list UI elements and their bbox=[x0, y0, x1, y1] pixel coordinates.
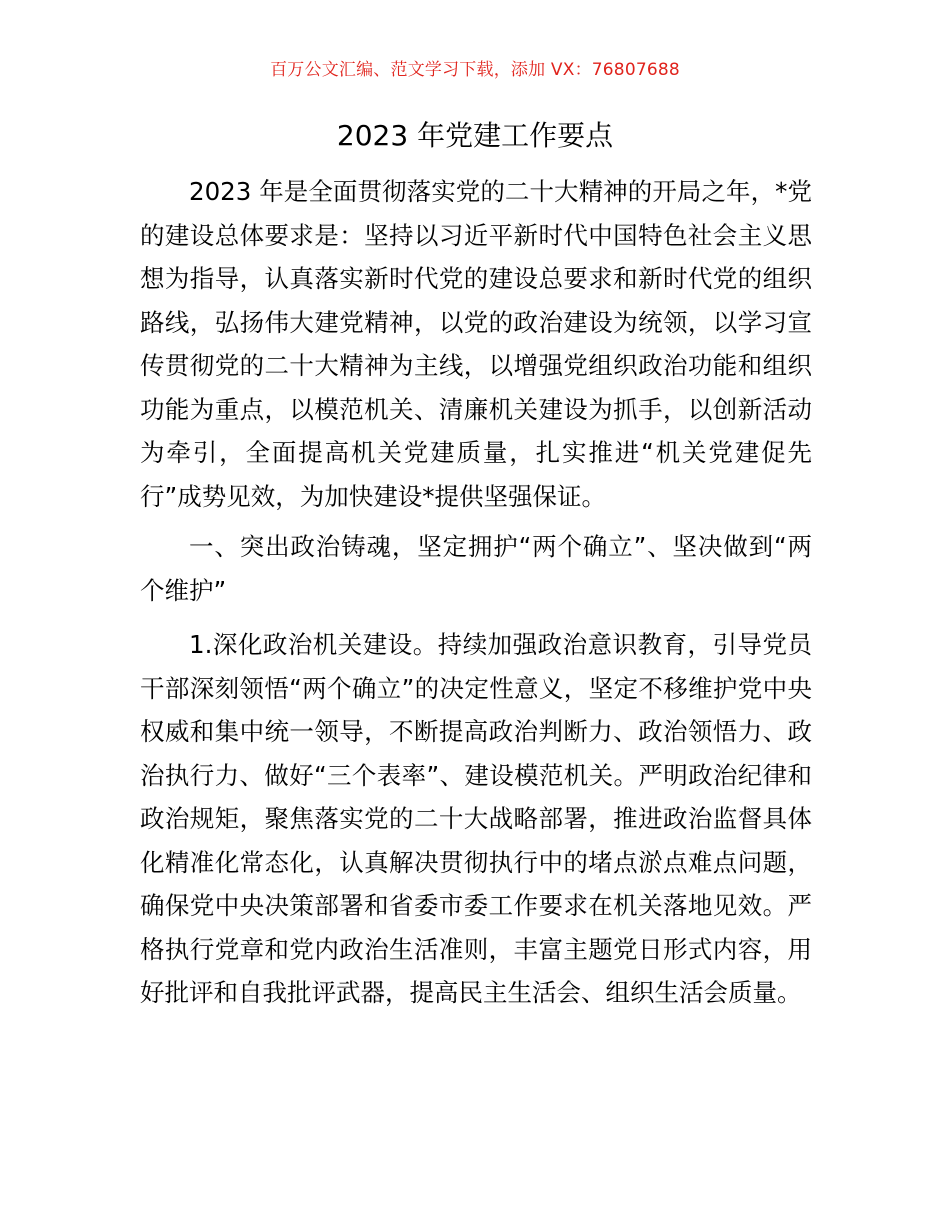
page-title: 2023 年党建工作要点 bbox=[336, 119, 614, 152]
body-paragraph: 1.深化政治机关建设。持续加强政治意识教育，引导党员干部深刻领悟“两个确立”的决定性意义，坚定不移维护党中央权威和集中统一领导，不断提高政治判断力、政治领悟力、政治执行力、做好“三个表率”、建设模范机关。严明政治纪律和政治规矩，聚焦落实党的二十大战略部署，推进政治监督具体化精准化常态化，认真解决贯彻执行中的堵点淤点难点问题，确保党中央决策部署和省委市委工作要求在机关落地见效。严格执行党章和党内政治生活准则，丰富主题党日形式内容，用好批评和自我批评武器，提高民主生活会、组织生活会质量。 bbox=[140, 630, 812, 1007]
watermark-header: 百万公文汇编、范文学习下载，添加 VX：76807688 bbox=[270, 60, 680, 80]
section-heading: 一、突出政治铸魂，坚定拥护“两个确立”、坚决做到“两个维护” bbox=[140, 532, 812, 605]
intro-paragraph: 2023 年是全面贯彻落实党的二十大精神的开局之年，*党的建设总体要求是：坚持以习近平新时代中国特色社会主义思想为指导，认真落实新时代党的建设总要求和新时代党的组织路线，弘扬伟大建党精神，以党的政治建设为统领，以学习宣传贯彻党的二十大精神为主线，以增强党组织政治功能和组织功能为重点，以模范机关、清廉机关建设为抓手，以创新活动为牵引，全面提高机关党建质量，扎实推进“机关党建促先行”成势见效，为加快建设*提供坚强保证。 bbox=[140, 177, 812, 511]
